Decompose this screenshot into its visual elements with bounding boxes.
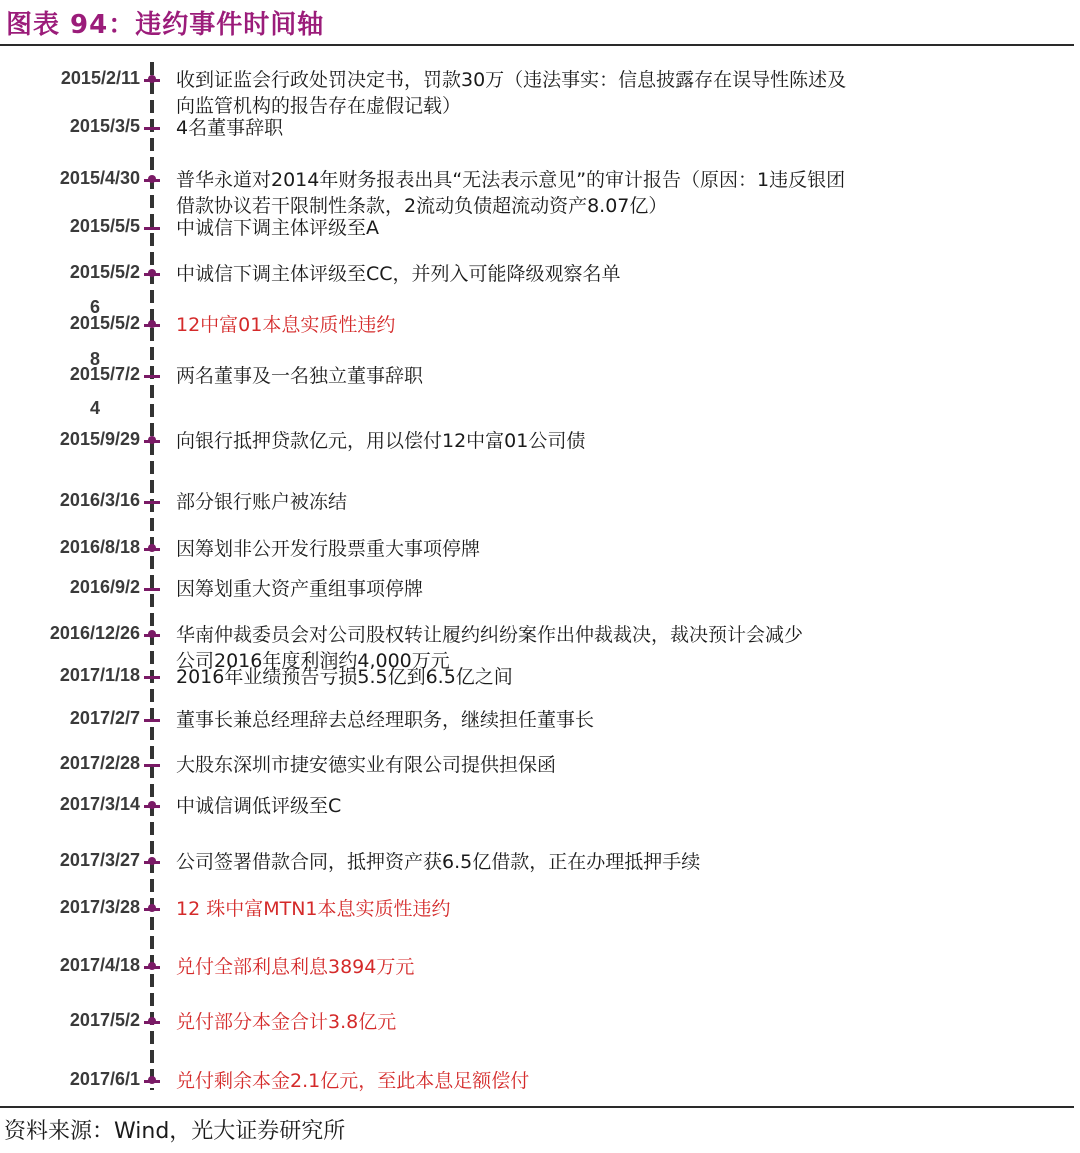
timeline-row [0,794,1080,817]
timeline-dot [148,544,156,552]
wrapped-date-fragment: 6 [90,297,101,317]
event-description: 因筹划非公开发行股票重大事项停牌 [176,538,481,560]
timeline-dot [148,1017,156,1025]
event-description: 兑付部分本金合计3.8亿元 [176,1011,397,1033]
timeline-dot [148,320,156,328]
timeline-dot [148,962,156,970]
event-date: 2015/5/5 [69,216,140,236]
timeline-row [0,577,1080,600]
event-date: 2017/3/28 [59,897,140,917]
timeline-tick [144,588,160,591]
timeline-dot [148,904,156,912]
timeline-row [0,116,1080,139]
event-date: 2017/4/18 [59,955,140,975]
event-date: 2017/1/18 [59,665,140,685]
timeline-tick [144,764,160,767]
wrapped-date-fragment: 4 [90,398,101,418]
timeline-tick [144,676,160,679]
event-date: 2016/9/2 [69,577,140,597]
event-date: 2017/2/7 [69,708,140,728]
timeline-dot [148,801,156,809]
timeline-tick [144,719,160,722]
event-date: 2017/2/28 [59,753,140,773]
event-description: 因筹划重大资产重组事项停牌 [176,578,424,600]
event-date: 2015/2/11 [60,68,140,88]
timeline-row [0,537,1080,560]
timeline-row [0,955,1080,978]
event-date: 2015/4/30 [59,168,140,188]
event-description: 12中富01本息实质性违约 [176,314,396,336]
timeline-row [0,665,1080,688]
event-description: 向银行抵押贷款亿元，用以偿付12中富01公司债 [176,430,586,452]
event-date: 2017/3/27 [59,850,140,870]
event-date: 2015/9/29 [59,429,140,449]
timeline-row [0,68,1080,117]
timeline-row [0,1010,1080,1033]
event-description: 大股东深圳市捷安德实业有限公司提供担保函 [176,754,557,776]
timeline-axis [150,62,154,1090]
timeline-row [0,623,1080,672]
event-date: 2016/8/18 [59,537,140,557]
timeline-dot [148,175,156,183]
timeline-row [0,216,1080,239]
event-description: 兑付剩余本金2.1亿元，至此本息足额偿付 [176,1070,530,1092]
event-description: 中诚信下调主体评级至A [176,217,379,239]
timeline-tick [144,501,160,504]
timeline-row [0,490,1080,513]
bottom-divider [0,1106,1074,1108]
event-description: 普华永道对2014年财务报表出具“无法表示意见”的审计报告（原因：1违反银团 借款协议若干限制性条款，2流动负债超流动资产8.07亿） [176,169,846,217]
timeline-row [0,708,1080,731]
event-date: 2017/6/1 [69,1069,140,1089]
figure-title: 图表 94：违约事件时间轴 [6,10,325,40]
event-date: 2015/7/2 [69,364,140,384]
event-description: 12 珠中富MTN1本息实质性违约 [176,898,451,920]
event-description: 部分银行账户被冻结 [176,491,348,513]
event-date: 2017/3/14 [59,794,140,814]
event-description: 两名董事及一名独立董事辞职 [176,365,424,387]
timeline-row [0,850,1080,873]
timeline-dot [148,630,156,638]
top-divider [0,44,1074,46]
event-date: 2015/5/2 [69,262,140,282]
event-description: 华南仲裁委员会对公司股权转让履约纠纷案作出仲裁裁决，裁决预计会减少 公司2016年度利润约4,000万元 [176,624,804,672]
event-date: 2015/3/5 [69,116,140,136]
timeline-row [0,897,1080,920]
event-description: 公司签署借款合同，抵押资产获6.5亿借款，正在办理抵押手续 [176,851,701,873]
timeline-row [0,753,1080,776]
event-date: 2016/3/16 [59,490,140,510]
timeline-row [0,262,1080,285]
timeline-dot [148,1076,156,1084]
event-description: 兑付全部利息利息3894万元 [176,956,415,978]
event-date: 2015/5/2 [69,313,140,333]
timeline-dot [148,269,156,277]
event-description: 收到证监会行政处罚决定书，罚款30万（违法事实：信息披露存在误导性陈述及 向监管机构的报告存在虚假记载） [176,69,847,117]
event-description: 中诚信下调主体评级至CC，并列入可能降级观察名单 [176,263,621,285]
timeline-row [0,168,1080,217]
timeline-row [0,313,1080,336]
timeline-tick [144,375,160,378]
timeline-dot [148,436,156,444]
event-date: 2017/5/2 [69,1010,140,1030]
timeline-row [0,1069,1080,1092]
event-date: 2016/12/26 [49,623,140,643]
timeline-row [0,429,1080,452]
event-description: 董事长兼总经理辞去总经理职务，继续担任董事长 [176,709,595,731]
timeline-dot [148,75,156,83]
source-note: 资料来源：Wind，光大证券研究所 [4,1119,346,1144]
timeline-tick [144,127,160,130]
event-description: 中诚信调低评级至C [176,795,342,817]
event-description: 2016年业绩预告亏损5.5亿到6.5亿之间 [176,666,513,688]
event-description: 4名董事辞职 [176,117,284,139]
timeline-tick [144,227,160,230]
wrapped-date-fragment: 8 [90,349,101,369]
timeline-dot [148,857,156,865]
timeline-row [0,364,1080,387]
